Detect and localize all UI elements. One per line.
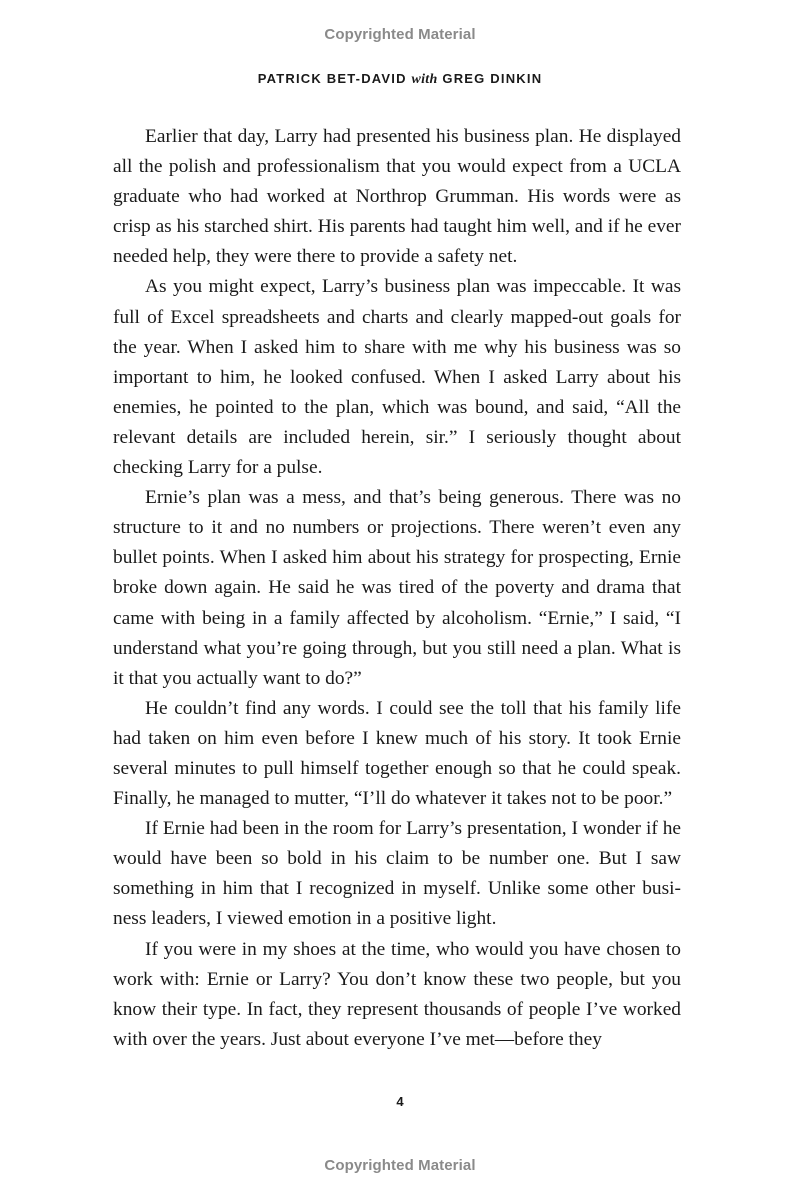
paragraph: As you might expect, Larry’s business plan was impeccable. It was full of Excel spreadsheets and charts and clearly mapped-out goals for the year. When I asked him to share with me why his business was so important to him, he looked confused. When I asked Larry about his enemies, he pointed to the plan, which was bound, and said, “All the relevant details are included herein, sir.” I seriously thought about checking Larry for a pulse. xyxy=(113,276,681,479)
body-text xyxy=(113,122,681,1055)
running-head-with: with xyxy=(411,72,438,87)
running-head xyxy=(0,71,800,88)
paragraph: He couldn’t find any words. I could see the toll that his family life had taken on him even before I knew much of his story. It took Ernie several minutes to pull himself together enough so that he could speak. Finally, he managed to mutter, “I’ll do whatever it takes not to be poor.” xyxy=(113,697,681,810)
paragraph: If you were in my shoes at the time, who would you have chosen to work with: Ernie or Larry? You don’t know these two people, but you know their type. In fact, they represent thousands of people I’ve worked with over the years. Just about everyone I’ve met—before they xyxy=(113,938,681,1050)
running-head-author: PATRICK BET-DAVID xyxy=(257,71,407,86)
paragraph: Ernie’s plan was a mess, and that’s being generous. There was no structure to it and no numbers or projections. There weren’t even any bullet points. When I asked him about his strategy for prospecting, Ernie broke down again. He said he was tired of the poverty and drama that came with being in a family affected by alcoholism. “Ernie,” I said, “I understand what you’re going through, but you still need a plan. What is it that you actually want to do?” xyxy=(113,487,681,689)
copyright-watermark-bottom: Copyrighted Material xyxy=(324,1157,476,1174)
paragraph: If Ernie had been in the room for Larry’s presentation, I wonder if he would have been so bold in his claim to be number one. But I saw something in him that I recognized in myself. Unlike some other business leaders, I viewed emotion in a positive light. xyxy=(113,818,681,930)
copyright-watermark-top: Copyrighted Material xyxy=(324,26,476,43)
running-head-coauthor: GREG DINKIN xyxy=(442,71,543,86)
paragraph: Earlier that day, Larry had presented his business plan. He displayed all the polish and professionalism that you would expect from a UCLA graduate who had worked at Northrop Grumman. His words were as crisp as his starched shirt. His parents had taught him well, and if he ever needed help, they were there to provide a safety net. xyxy=(113,126,681,268)
page-number: 4 xyxy=(396,1094,404,1109)
